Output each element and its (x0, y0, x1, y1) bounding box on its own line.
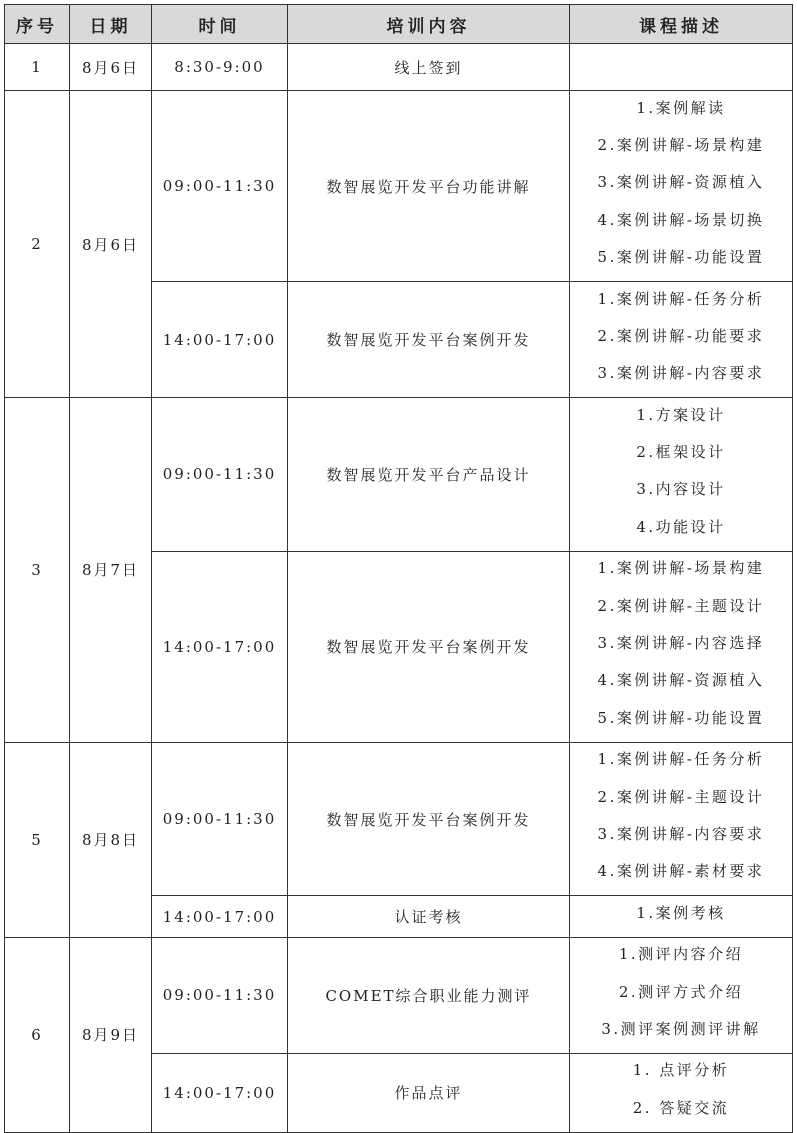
description-item: 1.案例考核 (636, 903, 726, 922)
description-item: 3.案例讲解-内容要求 (597, 364, 765, 383)
description-item: 1.案例讲解-场景构建 (597, 559, 765, 578)
session-content: 数智展览开发平台功能讲解 (288, 91, 570, 282)
row-date: 8月6日 (70, 91, 152, 398)
row-number: 1 (5, 44, 70, 91)
header-row (5, 5, 793, 44)
header-content: 培训内容 (288, 5, 570, 44)
header-no: 序号 (5, 5, 70, 44)
description-item: 2.测评方式介绍 (618, 982, 744, 1001)
table-row (5, 91, 793, 282)
description-item: 4.功能设计 (636, 517, 726, 536)
description-item: 3.测评案例测评讲解 (601, 1020, 761, 1039)
row-number: 2 (5, 91, 70, 398)
description-item: 2. 答疑交流 (632, 1098, 730, 1117)
table-row (5, 44, 793, 91)
session-content: 数智展览开发平台案例开发 (288, 742, 570, 896)
session-content: 认证考核 (288, 896, 570, 937)
session-time: 8:30-9:00 (152, 44, 288, 91)
row-number: 6 (5, 937, 70, 1132)
row-date: 8月6日 (70, 44, 152, 91)
description-item: 1.方案设计 (636, 405, 726, 424)
training-schedule-table (4, 4, 793, 1133)
description-item: 3.案例讲解-资源植入 (597, 173, 765, 192)
row-date: 8月9日 (70, 937, 152, 1132)
header-date: 日期 (70, 5, 152, 44)
session-time: 09:00-11:30 (152, 398, 288, 552)
description-item: 4.案例讲解-素材要求 (597, 862, 765, 881)
description-item: 5.案例讲解-功能设置 (597, 248, 765, 267)
session-content: 数智展览开发平台案例开发 (288, 282, 570, 398)
session-description (570, 551, 793, 742)
description-item: 1.测评内容介绍 (618, 945, 744, 964)
session-time: 14:00-17:00 (152, 896, 288, 937)
session-description (570, 91, 793, 282)
row-number: 5 (5, 742, 70, 937)
session-description (570, 398, 793, 552)
table-row (5, 398, 793, 552)
description-item: 4.案例讲解-资源植入 (597, 671, 765, 690)
description-item: 3.案例讲解-内容要求 (597, 825, 765, 844)
description-item: 1.案例讲解-任务分析 (597, 289, 765, 308)
description-item: 3.内容设计 (636, 480, 726, 499)
description-item: 2.案例讲解-主题设计 (597, 787, 765, 806)
description-item: 1.案例讲解-任务分析 (597, 750, 765, 769)
session-time: 09:00-11:30 (152, 937, 288, 1053)
description-item: 5.案例讲解-功能设置 (597, 708, 765, 727)
description-item: 2.案例讲解-场景构建 (597, 135, 765, 154)
description-item: 4.案例讲解-场景切换 (597, 210, 765, 229)
session-content: 线上签到 (288, 44, 570, 91)
description-item: 2.案例讲解-功能要求 (597, 326, 765, 345)
session-content: 作品点评 (288, 1053, 570, 1132)
session-content: COMET综合职业能力测评 (288, 937, 570, 1053)
row-date: 8月7日 (70, 398, 152, 743)
description-item: 2.框架设计 (636, 443, 726, 462)
description-item: 2.案例讲解-主题设计 (597, 596, 765, 615)
session-description (570, 896, 793, 937)
session-description (570, 1053, 793, 1132)
session-content: 数智展览开发平台案例开发 (288, 551, 570, 742)
session-description (570, 44, 793, 91)
session-time: 14:00-17:00 (152, 282, 288, 398)
description-item: 3.案例讲解-内容选择 (597, 634, 765, 653)
session-time: 09:00-11:30 (152, 91, 288, 282)
session-time: 14:00-17:00 (152, 1053, 288, 1132)
session-description (570, 742, 793, 896)
row-number: 3 (5, 398, 70, 743)
session-description (570, 937, 793, 1053)
table-row (5, 937, 793, 1053)
description-item: 1.案例解读 (636, 98, 726, 117)
description-item: 1. 点评分析 (632, 1061, 730, 1080)
session-content: 数智展览开发平台产品设计 (288, 398, 570, 552)
schedule-body (5, 44, 793, 1133)
header-time: 时间 (152, 5, 288, 44)
session-time: 09:00-11:30 (152, 742, 288, 896)
table-row (5, 742, 793, 896)
row-date: 8月8日 (70, 742, 152, 937)
session-time: 14:00-17:00 (152, 551, 288, 742)
session-description (570, 282, 793, 398)
header-description: 课程描述 (570, 5, 793, 44)
